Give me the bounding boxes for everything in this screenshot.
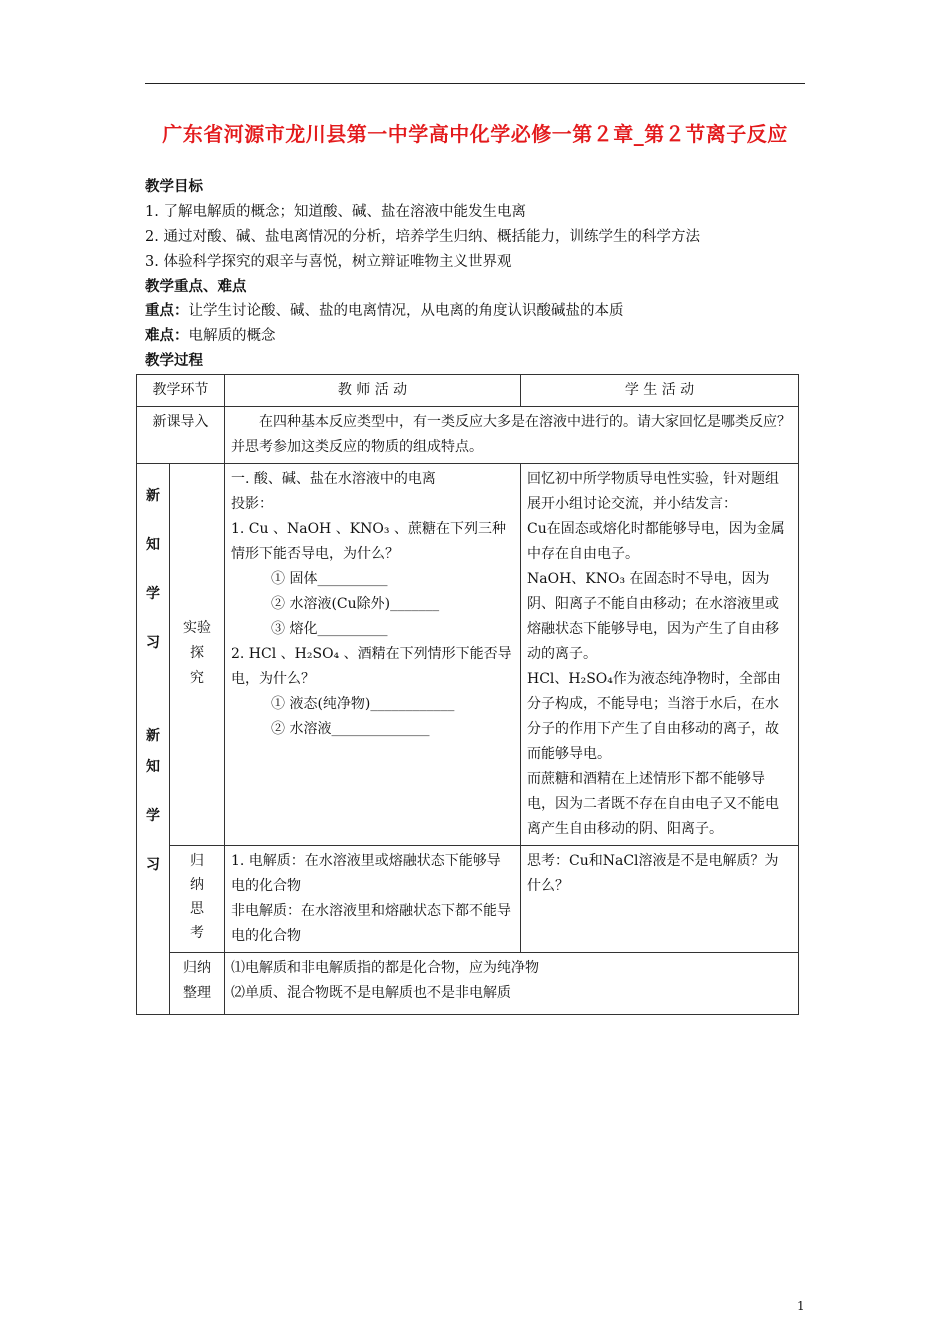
vertical-char: 习: [146, 857, 160, 873]
goals-heading: 教学目标: [145, 179, 203, 195]
section-vertical-label: [137, 464, 170, 1015]
difficult-point: [145, 326, 276, 346]
experiment-label-line: 究: [190, 669, 204, 686]
key-text: 让学生讨论酸、碱、盐的电离情况，从电离的角度认识酸碱盐的本质: [188, 303, 624, 319]
question-2: 2. HCl 、H₂SO₄ 、酒精在下列情形下能否导电，为什么？: [231, 646, 512, 687]
electrolyte-definition: 1. 电解质：在水溶液里或熔融状态下能够导电的化合物: [231, 853, 501, 894]
experiment-student-cell: [521, 464, 799, 846]
table-header-row: [137, 375, 799, 407]
intro-label: 新课导入: [137, 407, 225, 464]
goal-item-1: 1. 了解电解质的概念；知道酸、碱、盐在溶液中能发生电离: [145, 204, 526, 220]
experiment-label: [170, 464, 225, 846]
question-2-item: ① 液态(纯净物)____________: [271, 696, 455, 712]
experiment-label-line: 探: [190, 644, 204, 661]
lesson-table: [136, 374, 799, 1015]
question-1-item: ③ 熔化__________: [271, 621, 388, 637]
organize-point: ⑴电解质和非电解质指的都是化合物，应为纯净物: [231, 960, 539, 976]
experiment-teacher-cell: [225, 464, 521, 846]
question-2-item: ② 水溶液______________: [271, 721, 430, 737]
keypoints-heading: 教学重点、难点: [145, 279, 247, 295]
summary-label-char: 归: [190, 853, 204, 869]
vertical-char: 学: [146, 808, 160, 824]
diff-label: 难点：: [145, 328, 189, 344]
summary-label: [170, 846, 225, 953]
process-heading: 教学过程: [145, 353, 203, 369]
vertical-char: 新: [146, 488, 160, 504]
vertical-char: 知: [146, 537, 160, 553]
goal-item-2: 2. 通过对酸、碱、盐电离情况的分析，培养学生归纳、概括能力，训练学生的科学方法: [145, 229, 700, 245]
summary-label-char: 思: [190, 901, 204, 917]
vertical-char: 学: [146, 586, 160, 602]
organize-text-cell: [225, 953, 799, 1015]
question-1-item: ① 固体__________: [271, 571, 388, 587]
page-number: 1: [797, 1299, 805, 1313]
organize-label-line: 归纳: [183, 960, 211, 976]
student-answer: 回忆初中所学物质导电性实验，针对题组展开小组讨论交流，并小结发言：: [527, 471, 779, 512]
question-1-item: ② 水溶液(Cu除外)_______: [271, 596, 440, 612]
summary-label-char: 考: [190, 925, 204, 941]
vertical-char: 习: [146, 635, 160, 651]
organize-row: [137, 953, 799, 1015]
vertical-char: 新: [146, 728, 160, 744]
intro-text: 在四种基本反应类型中，有一类反应大多是在溶液中进行的。请大家回忆是哪类反应？并思考参加这类反应的物质的组成特点。: [225, 407, 799, 464]
experiment-label-line: 实验: [183, 619, 211, 636]
key-point: [145, 301, 624, 321]
summary-teacher-cell: [225, 846, 521, 953]
student-answer: 而蔗糖和酒精在上述情形下都不能够导电，因为二者既不存在自由电子又不能电离产生自由移动的阴、阳离子。: [527, 771, 779, 837]
projection-label: 投影：: [231, 496, 273, 512]
document-title: 广东省河源市龙川县第一中学高中化学必修一第２章_第２节离子反应: [162, 122, 788, 146]
experiment-row: [137, 464, 799, 846]
diff-text: 电解质的概念: [188, 328, 276, 344]
summary-row: [137, 846, 799, 953]
organize-point: ⑵单质、混合物既不是电解质也不是非电解质: [231, 985, 511, 1001]
header-stage: 教学环节: [137, 375, 225, 407]
organize-label: [170, 953, 225, 1015]
header-teacher: 教 师 活 动: [225, 375, 521, 407]
key-label: 重点：: [145, 303, 189, 319]
student-answer: HCl、H₂SO₄作为液态纯净物时，全部由分子构成，不能导电；当溶于水后，在水分子的作用下产生了自由移动的离子，故而能够导电。: [527, 671, 781, 762]
header-student: 学 生 活 动: [521, 375, 799, 407]
question-1: 1. Cu 、NaOH 、KNO₃ 、蔗糖在下列三种情形下能否导电，为什么？: [231, 521, 506, 562]
nonelectrolyte-definition: 非电解质：在水溶液里和熔融状态下都不能导电的化合物: [231, 903, 511, 944]
experiment-heading: 一. 酸、碱、盐在水溶液中的电离: [231, 471, 436, 487]
intro-row: [137, 407, 799, 464]
student-answer: Cu在固态或熔化时都能够导电，因为金属中存在自由电子。: [527, 521, 785, 562]
vertical-char: 知: [146, 759, 160, 775]
student-answer: NaOH、KNO₃ 在固态时不导电，因为阴、阳离子不能自由移动；在水溶液里或熔融状态下能够导电，因为产生了自由移动的离子。: [527, 571, 779, 662]
summary-label-char: 纳: [190, 877, 204, 893]
goal-item-3: 3. 体验科学探究的艰辛与喜悦，树立辩证唯物主义世界观: [145, 254, 512, 270]
organize-label-line: 整理: [183, 985, 211, 1001]
header-rule: [145, 83, 805, 84]
summary-student-cell: 思考：Cu和NaCl溶液是不是电解质？为什么？: [521, 846, 799, 953]
